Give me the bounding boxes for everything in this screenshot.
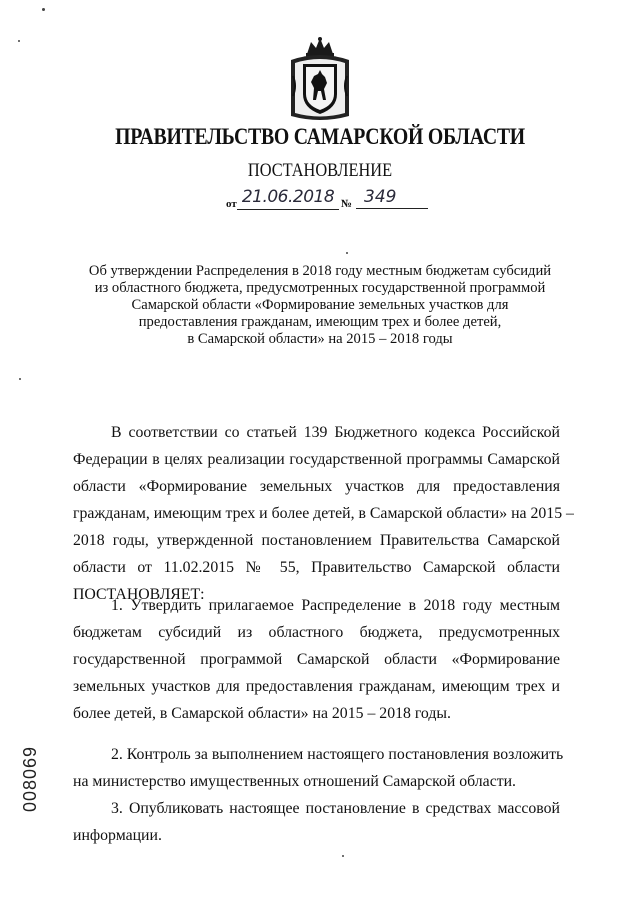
text-line: 2. Контроль за выполнением настоящего постановления возложить <box>111 746 564 763</box>
number-sign: № <box>341 198 353 210</box>
text-line: 1. Утвердить прилагаемое Распределение в 2018 году местным <box>111 597 560 614</box>
scan-speck <box>19 378 21 380</box>
text-line: информации. <box>73 827 162 844</box>
text-line: ПОСТАНОВЛЯЕТ: <box>73 586 205 603</box>
item-3-paragraph <box>73 795 560 849</box>
document-subject <box>60 263 580 348</box>
date-handwritten: 21.06.2018 <box>237 187 339 210</box>
scan-speck <box>346 252 348 254</box>
text-line: бюджетам субсидий из областного бюджета, предусмотренных <box>73 624 560 641</box>
item-2-paragraph <box>73 741 564 795</box>
registration-number: 008069 <box>20 745 40 812</box>
number-handwritten: 349 <box>356 187 428 209</box>
text-line: области «Формирование земельных участков для предоставления <box>73 478 560 495</box>
subject-line: предоставления гражданам, имеющим трех и более детей, <box>138 314 502 330</box>
scan-speck <box>42 8 45 11</box>
scan-speck <box>18 40 20 42</box>
item-1-paragraph <box>73 592 560 727</box>
preamble-paragraph <box>73 419 574 608</box>
subject-line: Об утверждении Распределения в 2018 году местным бюджетам субсидий <box>88 263 552 279</box>
text-line: на министерство имущественных отношений Самарской области. <box>73 773 517 790</box>
subject-line: в Самарской области» на 2015 – 2018 годы <box>187 331 453 347</box>
document-type: ПОСТАНОВЛЕНИЕ <box>247 160 393 181</box>
text-line: области от 11.02.2015 № 55, Правительство Самарской области <box>73 559 560 576</box>
date-prefix: от <box>226 198 237 210</box>
subject-line: Самарской области «Формирование земельных участков для <box>131 297 509 313</box>
text-line: государственной программой Самарской области «Формирование <box>73 651 560 668</box>
subject-line: из областного бюджета, предусмотренных государственной программой <box>94 280 546 296</box>
coat-of-arms-emblem <box>287 36 353 124</box>
text-line: 3. Опубликовать настоящее постановление в средствах массовой <box>111 800 560 817</box>
text-line: земельных участков для предоставления гражданам, имеющим трех и <box>73 678 560 695</box>
text-line: более детей, в Самарской области» на 2015 – 2018 годы. <box>73 705 451 722</box>
text-line: Федерации в целях реализации государственной программы Самарской <box>73 451 560 468</box>
text-line: В соответствии со статьей 139 Бюджетного кодекса Российской <box>111 424 560 441</box>
government-title: ПРАВИТЕЛЬСТВО САМАРСКОЙ ОБЛАСТИ <box>115 124 525 149</box>
scan-speck <box>342 855 344 857</box>
text-line: 2018 годы, утвержденной постановлением Правительства Самарской <box>73 532 560 549</box>
text-line: гражданам, имеющим трех и более детей, в Самарской области» на 2015 – <box>73 505 574 522</box>
